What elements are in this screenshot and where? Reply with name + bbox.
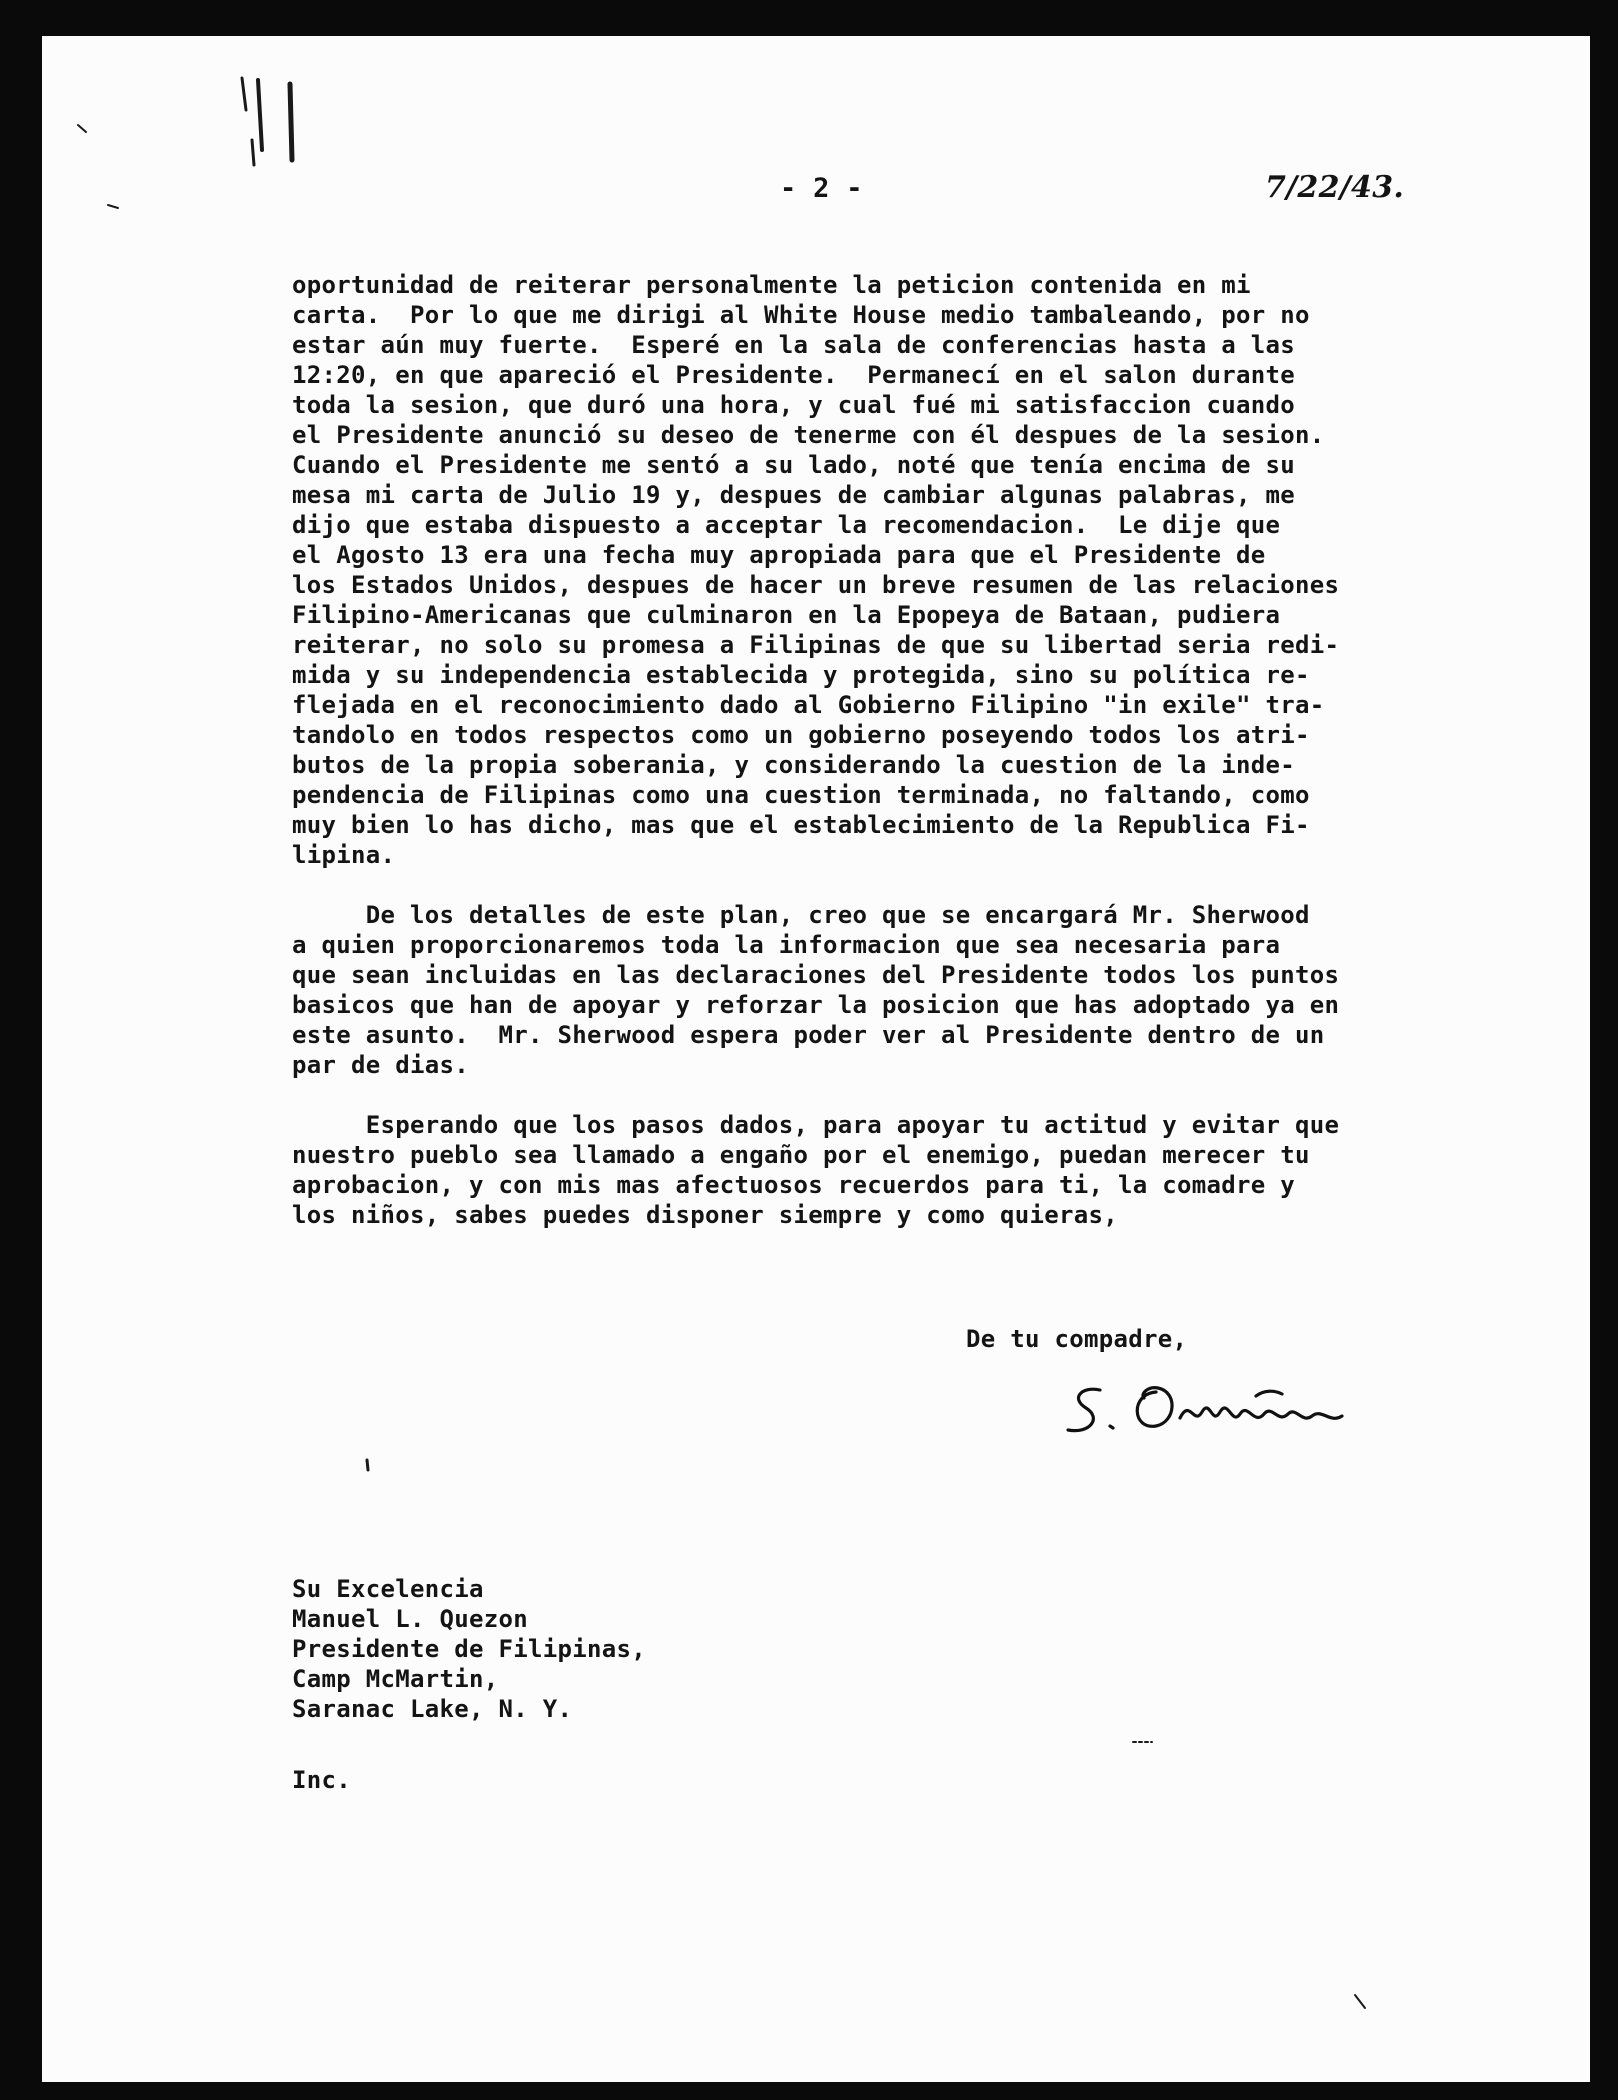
body-line: 12:20, en que apareció el Presidente. Permanecí en el salon durante: [292, 361, 1295, 389]
body-line: que sean incluidas en las declaraciones del Presidente todos los puntos: [292, 961, 1340, 989]
body-line: el Presidente anunció su deseo de tenerme con él despues de la sesion.: [292, 421, 1325, 449]
body-line: lipina.: [292, 841, 396, 869]
body-line: dijo que estaba dispuesto a acceptar la recomendacion. Le dije que: [292, 511, 1281, 539]
handwritten-signature: [1060, 1368, 1380, 1448]
body-line: mesa mi carta de Julio 19 y, despues de cambiar algunas palabras, me: [292, 481, 1295, 509]
body-line: aprobacion, y con mis mas afectuosos recuerdos para ti, la comadre y: [292, 1171, 1295, 1199]
body-line: flejada en el reconocimiento dado al Gobierno Filipino "in exile" tra-: [292, 691, 1325, 719]
closing-line: De tu compadre,: [966, 1325, 1188, 1353]
body-line: este asunto. Mr. Sherwood espera poder ver al Presidente dentro de un: [292, 1021, 1325, 1049]
body-line: basicos que han de apoyar y reforzar la posicion que has adoptado ya en: [292, 991, 1340, 1019]
address-line: Camp McMartin,: [292, 1665, 499, 1693]
body-line: muy bien lo has dicho, mas que el establecimiento de la Republica Fi-: [292, 811, 1310, 839]
letter-body: [292, 270, 1472, 1260]
page-number: - 2 -: [780, 173, 863, 204]
paragraph-2: [292, 900, 1472, 1080]
body-line: tandolo en todos respectos como un gobierno poseyendo todos los atri-: [292, 721, 1310, 749]
body-line: par de dias.: [292, 1051, 469, 1079]
letter-date: 7/22/43.: [1265, 170, 1405, 205]
body-line: pendencia de Filipinas como una cuestion terminada, no faltando, como: [292, 781, 1310, 809]
body-line: mida y su independencia establecida y protegida, sino su política re-: [292, 661, 1310, 689]
body-line: el Agosto 13 era una fecha muy apropiada para que el Presidente de: [292, 541, 1266, 569]
body-line: Esperando que los pasos dados, para apoyar tu actitud y evitar que: [292, 1111, 1340, 1139]
body-line: Filipino-Americanas que culminaron en la Epopeya de Bataan, pudiera: [292, 601, 1281, 629]
paragraph-1: [292, 270, 1472, 870]
body-line: De los detalles de este plan, creo que se encargará Mr. Sherwood: [292, 901, 1310, 929]
address-line: Presidente de Filipinas,: [292, 1635, 646, 1663]
address-line: Su Excelencia: [292, 1575, 484, 1603]
paragraph-3: [292, 1110, 1472, 1230]
recipient-address: [292, 1574, 646, 1724]
body-line: carta. Por lo que me dirigi al White House medio tambaleando, por no: [292, 301, 1310, 329]
enclosure-note: Inc.: [292, 1766, 351, 1794]
body-line: toda la sesion, que duró una hora, y cual fué mi satisfaccion cuando: [292, 391, 1295, 419]
body-line: nuestro pueblo sea llamado a engaño por el enemigo, puedan merecer tu: [292, 1141, 1310, 1169]
body-line: oportunidad de reiterar personalmente la peticion contenida en mi: [292, 271, 1251, 299]
body-line: reiterar, no solo su promesa a Filipinas de que su libertad seria redi-: [292, 631, 1340, 659]
body-line: a quien proporcionaremos toda la informacion que sea necesaria para: [292, 931, 1281, 959]
body-line: butos de la propia soberania, y considerando la cuestion de la inde-: [292, 751, 1295, 779]
body-line: los niños, sabes puedes disponer siempre y como quieras,: [292, 1201, 1118, 1229]
body-line: estar aún muy fuerte. Esperé en la sala de conferencias hasta a las: [292, 331, 1295, 359]
body-line: los Estados Unidos, despues de hacer un breve resumen de las relaciones: [292, 571, 1340, 599]
body-line: Cuando el Presidente me sentó a su lado, noté que tenía encima de su: [292, 451, 1295, 479]
address-line: Saranac Lake, N. Y.: [292, 1695, 573, 1723]
address-line: Manuel L. Quezon: [292, 1605, 528, 1633]
